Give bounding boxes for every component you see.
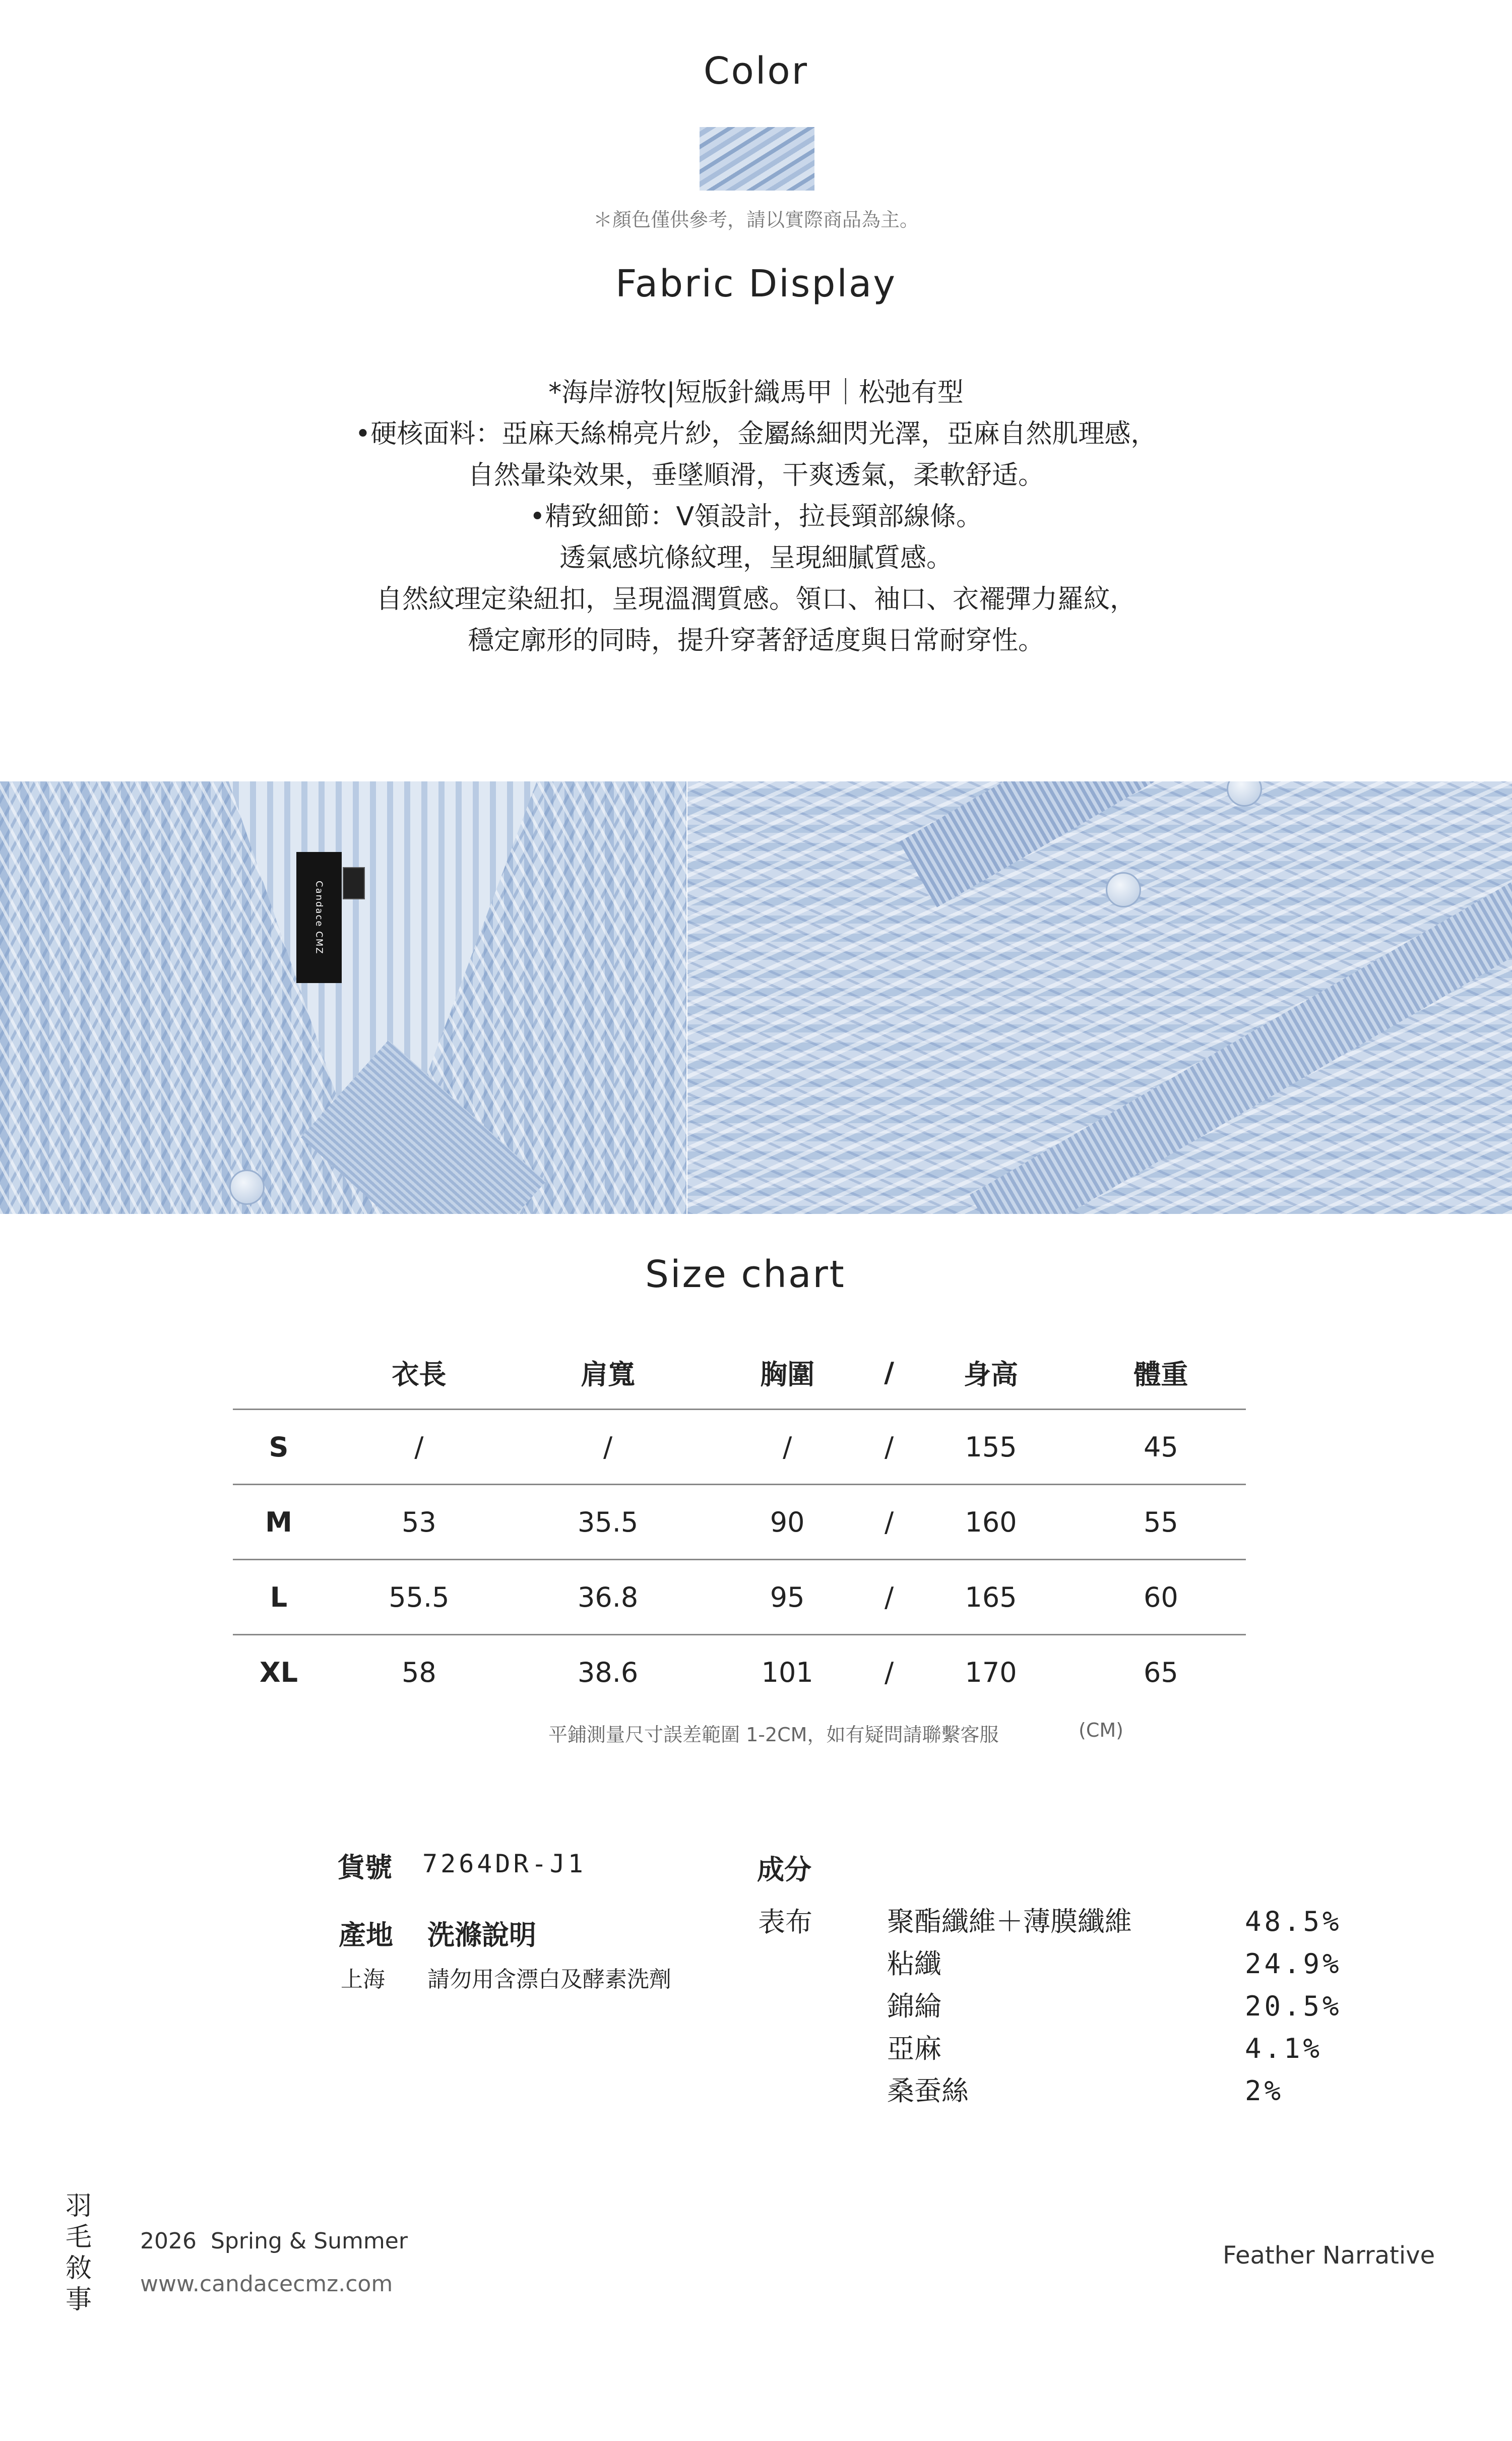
material-item: 亞麻: [887, 2033, 941, 2064]
table-cell: 165: [906, 1560, 1076, 1635]
origin-label: 產地: [339, 1919, 393, 1951]
size-footnote: 平鋪測量尺寸誤差範圍 1-2CM，如有疑問請聯繫客服: [548, 1724, 999, 1746]
table-cell: /: [325, 1410, 514, 1485]
material-percent: 2%: [1245, 2075, 1284, 2107]
header-cell: 衣長: [392, 1358, 447, 1390]
table-cell: /: [703, 1410, 872, 1485]
table-cell: 36.8: [514, 1560, 703, 1635]
sku-label: 貨號: [338, 1852, 392, 1883]
button-icon: [1106, 872, 1141, 907]
table-cell: 55: [1076, 1485, 1246, 1560]
material-percent: 24.9%: [1245, 1948, 1342, 1980]
table-cell: /: [872, 1485, 906, 1560]
table-row: [233, 1560, 1246, 1635]
description-line: 穩定廓形的同時，提升穿著舒适度與日常耐穿性。: [467, 626, 1044, 656]
table-cell: 155: [906, 1410, 1076, 1485]
fabric-title: Fabric Display: [615, 262, 897, 306]
table-cell: 101: [703, 1635, 872, 1710]
description-line: •精致細節：V領設計，拉長頸部線條。: [529, 502, 983, 532]
header-cell: 肩寬: [581, 1358, 636, 1390]
size-table: [233, 1336, 1246, 1709]
color-title: Color: [703, 49, 809, 93]
size-unit: (CM): [1079, 1719, 1123, 1741]
header-cell: 胸圍: [760, 1358, 815, 1390]
table-cell: 170: [906, 1635, 1076, 1710]
table-row: [233, 1635, 1246, 1710]
header-cell: [233, 1336, 325, 1410]
fabric-photo-neckline: [0, 781, 686, 1214]
table-cell: 38.6: [514, 1635, 703, 1710]
table-row: [233, 1485, 1246, 1560]
table-cell: 55.5: [325, 1560, 514, 1635]
composition-materials: [887, 1901, 1132, 2112]
material-item: 粘纖: [887, 1948, 941, 1980]
table-cell: /: [872, 1560, 906, 1635]
brand-char: 羽: [65, 2191, 92, 2221]
color-note: ＊顏色僅供參考，請以實際商品為主。: [593, 209, 919, 231]
wash-value: 請勿用含漂白及酵素洗劑: [427, 1967, 671, 1992]
size-cell: L: [233, 1560, 325, 1635]
table-cell: 60: [1076, 1560, 1246, 1635]
material-item: 桑蚕絲: [887, 2075, 969, 2107]
composition-part: 表布: [758, 1906, 812, 1938]
header-cell: 身高: [964, 1358, 1019, 1390]
material-percent: 20.5%: [1245, 1990, 1342, 2022]
brand-vertical-logo: [64, 2190, 94, 2315]
description-line: *海岸游牧|短版針織馬甲｜松弛有型: [548, 378, 964, 408]
website-link[interactable]: www.candacecmz.com: [140, 2271, 393, 2297]
description-line: 透氣感坑條紋理，呈現細膩質感。: [559, 543, 953, 573]
material-item: 聚酯纖維＋薄膜纖維: [887, 1906, 1132, 1937]
header-cell: 體重: [1133, 1358, 1188, 1390]
header-cell: /: [884, 1356, 894, 1388]
table-cell: 90: [703, 1485, 872, 1560]
table-cell: /: [872, 1410, 906, 1485]
table-cell: 160: [906, 1485, 1076, 1560]
composition-label: 成分: [757, 1854, 811, 1885]
brand-label-tag: Candace CMZ: [296, 852, 342, 983]
table-cell: 45: [1076, 1410, 1246, 1485]
brand-char: 敘: [65, 2253, 92, 2284]
size-table-header: [233, 1336, 1246, 1410]
table-cell: /: [872, 1635, 906, 1710]
color-swatch[interactable]: [700, 127, 814, 191]
rib-band: [899, 781, 1512, 907]
size-cell: XL: [233, 1635, 325, 1710]
rib-hem: [970, 867, 1512, 1214]
description-line: •硬核面料：亞麻天絲棉亮片紗，金屬絲細閃光澤，亞麻自然肌理感，: [355, 419, 1157, 449]
origin-value: 上海: [341, 1967, 385, 1992]
table-cell: 58: [325, 1635, 514, 1710]
description-line: 自然紋理定染紐扣，呈現溫潤質感。領口、袖口、衣襬彈力羅紋，: [375, 584, 1136, 615]
material-percent: 48.5%: [1245, 1906, 1342, 1937]
description-line: 自然暈染效果，垂墜順滑，干爽透氣，柔軟舒适。: [467, 460, 1044, 491]
composition-percents: [1245, 1901, 1342, 2112]
size-cell: S: [233, 1410, 325, 1485]
table-cell: 53: [325, 1485, 514, 1560]
size-label-tag: [343, 867, 365, 899]
table-row: [233, 1410, 1246, 1485]
brand-char: 事: [65, 2285, 92, 2315]
button-icon: [1227, 781, 1262, 807]
material-percent: 4.1%: [1245, 2033, 1323, 2064]
fabric-photo-placket: [687, 781, 1512, 1214]
sku-value: 7264DR-J1: [422, 1849, 586, 1878]
table-cell: 95: [703, 1560, 872, 1635]
wash-label: 洗滌說明: [427, 1919, 536, 1951]
material-item: 錦綸: [887, 1990, 941, 2022]
fabric-description: [0, 372, 1512, 661]
tagline: Feather Narrative: [1223, 2241, 1435, 2270]
table-cell: /: [514, 1410, 703, 1485]
size-cell: M: [233, 1485, 325, 1560]
brand-char: 毛: [65, 2222, 92, 2252]
table-cell: 35.5: [514, 1485, 703, 1560]
button-icon: [229, 1170, 265, 1205]
size-chart-title: Size chart: [645, 1253, 846, 1296]
season-text: 2026 Spring & Summer: [140, 2228, 408, 2254]
table-cell: 65: [1076, 1635, 1246, 1710]
